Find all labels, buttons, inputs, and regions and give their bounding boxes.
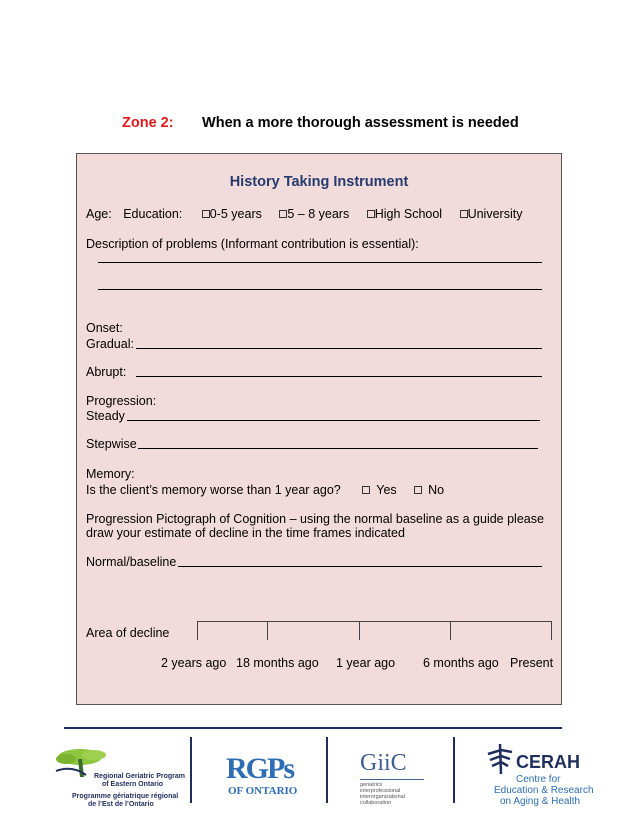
normal-baseline-label: Normal/baseline	[86, 555, 177, 569]
education-option-university: University	[467, 207, 523, 221]
giic-line-3: interorganizational	[360, 794, 405, 800]
gradual-line[interactable]	[136, 348, 542, 349]
description-line-1[interactable]	[98, 262, 542, 263]
footer-rule	[64, 727, 562, 729]
rgp-eastern-ontario-logo	[52, 745, 187, 811]
decline-timeline-frame[interactable]	[197, 621, 552, 639]
giic-line-2: interprofessional	[360, 788, 401, 794]
education-option-5-8: 5 – 8 years	[287, 207, 350, 221]
age-label: Age:	[86, 207, 112, 221]
gradual-label: Gradual:	[86, 337, 134, 351]
rgp-east-line-1: Regional Geriatric Program	[94, 773, 186, 780]
education-high-school-checkbox[interactable]	[367, 210, 375, 218]
cerah-line-1: Centre for	[516, 774, 561, 785]
cerah-logo	[486, 742, 594, 807]
education-university-checkbox[interactable]	[460, 210, 468, 218]
form-title: History Taking Instrument	[229, 174, 409, 190]
rgps-sub: OF ONTARIO	[228, 785, 298, 797]
time-label-6-months: 6 months ago	[423, 656, 499, 670]
zone-title: When a more thorough assessment is needed	[202, 115, 519, 131]
rgp-east-line-3: Programme gériatrique régional	[72, 793, 179, 800]
rgp-east-line-2: of Eastern Ontario	[102, 781, 164, 788]
cerah-line-2: Education & Research	[494, 785, 594, 796]
memory-no-checkbox[interactable]	[414, 486, 422, 494]
description-label: Description of problems (Informant contribution is essential):	[86, 237, 419, 251]
education-0-5-checkbox[interactable]	[202, 210, 210, 218]
progression-label: Progression:	[86, 394, 157, 408]
memory-option-no: No	[428, 483, 445, 497]
time-label-2-years: 2 years ago	[161, 656, 227, 670]
history-taking-form	[76, 153, 562, 705]
footer-divider-3	[453, 737, 455, 803]
steady-label: Steady	[86, 409, 125, 423]
giic-logo	[360, 750, 445, 805]
education-option-high-school: High School	[374, 207, 443, 221]
timeline-tick-6-months	[450, 622, 451, 640]
rgp-east-line-4: de l’Est de l’Ontario	[88, 801, 154, 808]
giic-rule	[360, 779, 424, 780]
timeline-tick-18-months	[267, 622, 268, 640]
description-line-2[interactable]	[98, 289, 542, 290]
pictograph-instruction-line-2: draw your estimate of decline in the time frames indicated	[86, 526, 405, 540]
footer-divider-1	[190, 737, 192, 803]
memory-yes-checkbox[interactable]	[362, 486, 370, 494]
memory-option-yes: Yes	[376, 483, 397, 497]
abrupt-label: Abrupt:	[86, 365, 127, 379]
stepwise-line[interactable]	[138, 448, 538, 449]
timeline-tick-present	[551, 622, 552, 640]
normal-baseline-line[interactable]	[178, 566, 542, 567]
memory-question: Is the client’s memory worse than 1 year ago?	[86, 483, 341, 497]
time-label-present: Present	[510, 656, 554, 670]
abrupt-line[interactable]	[136, 376, 542, 377]
rgps-main: RGPs	[226, 752, 293, 785]
tree-icon	[486, 742, 516, 776]
education-option-0-5: 0-5 years	[209, 207, 262, 221]
giic-line-1: geriatrics	[360, 782, 383, 788]
zone-label: Zone 2:	[122, 115, 174, 131]
zone-header	[122, 115, 519, 131]
time-label-18-months: 18 months ago	[236, 656, 319, 670]
cerah-line-3: on Aging & Health	[500, 796, 581, 807]
timeline-tick-1-year	[359, 622, 360, 640]
footer-divider-2	[326, 737, 328, 803]
stepwise-label: Stepwise	[86, 437, 137, 451]
age-education-row	[86, 207, 522, 222]
rgps-of-ontario-logo	[226, 752, 306, 802]
memory-label: Memory:	[86, 467, 135, 481]
steady-line[interactable]	[127, 420, 540, 421]
time-label-1-year: 1 year ago	[336, 656, 396, 670]
giic-main: GiiC	[360, 750, 407, 776]
area-of-decline-label: Area of decline	[86, 626, 170, 640]
onset-label: Onset:	[86, 321, 123, 335]
education-label: Education:	[123, 207, 183, 221]
giic-line-4: collaboration	[360, 800, 392, 806]
pictograph-instruction-line-1: Progression Pictograph of Cognition – using the normal baseline as a guide please	[86, 512, 544, 526]
timeline-tick-2-years	[197, 622, 198, 640]
cerah-main: CERAH	[516, 752, 581, 772]
memory-question-row	[86, 483, 444, 498]
